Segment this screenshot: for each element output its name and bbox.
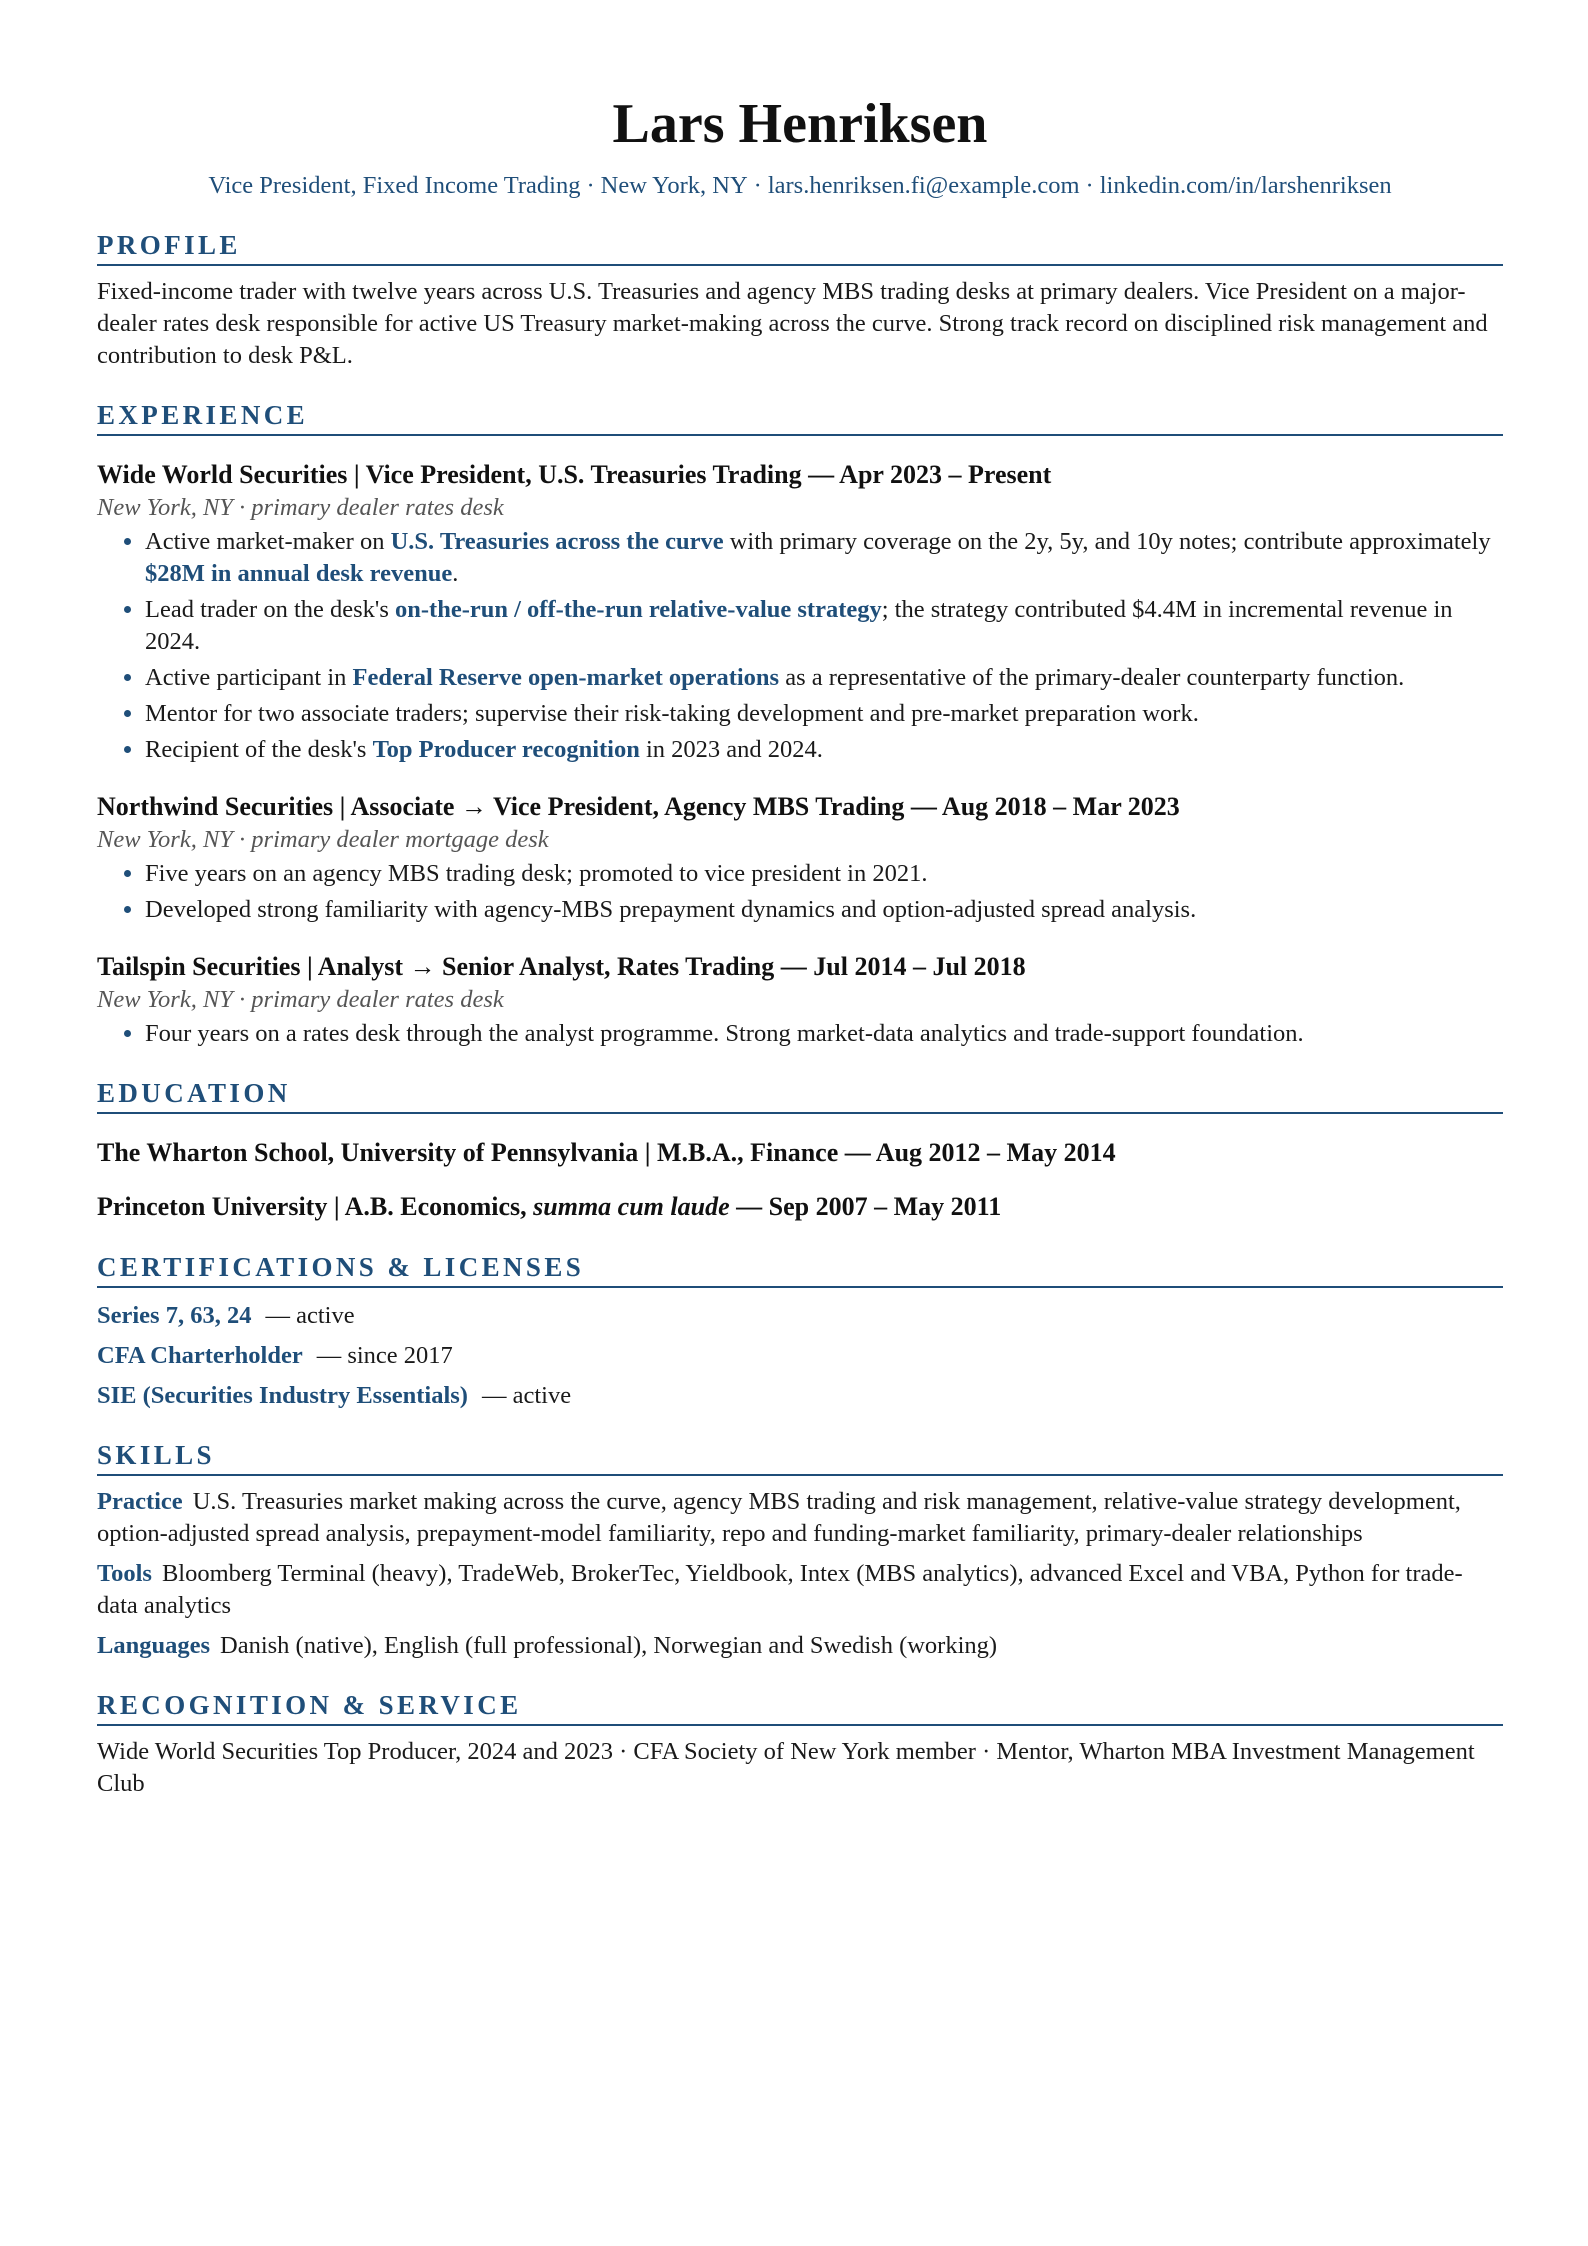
bullet-item (145, 662, 1503, 694)
candidate-name: Lars Henriksen (612, 93, 988, 155)
job-bullets (97, 858, 1503, 926)
contact-location: New York, NY (600, 172, 748, 199)
bullet-item (145, 698, 1503, 730)
job-bullets (97, 1018, 1503, 1050)
recognition-text: Wide World Securities Top Producer, 2024 and 2023 · CFA Society of New York member · Mentor, Wharton MBA Investment Management Club (97, 1738, 1475, 1797)
certification-name: SIE (Securities Industry Essentials) (97, 1382, 468, 1409)
education-list (97, 1136, 1503, 1224)
profile-heading: PROFILE (97, 228, 1503, 266)
certification-list (97, 1300, 1503, 1412)
bullet-text: Lead trader on the desk's (145, 596, 396, 623)
contact-separator: · (586, 172, 595, 199)
bullet-text: Recipient of the desk's (145, 736, 373, 763)
skills-heading: SKILLS (97, 1438, 1503, 1476)
skill-category: Practice (97, 1488, 183, 1515)
bullet-highlight: $28M in annual desk revenue (145, 560, 453, 587)
contact-linkedin[interactable]: linkedin.com/in/larshenriksen (1099, 172, 1392, 199)
certifications-section (97, 1250, 1503, 1412)
bullet-item (145, 594, 1503, 658)
job-location: New York, NY · primary dealer rates desk (97, 986, 504, 1013)
job-bullets (97, 526, 1503, 766)
bullet-text: Five years on an agency MBS trading desk; promoted to vice president in 2021. (145, 860, 928, 887)
certification-status: — since 2017 (316, 1342, 453, 1369)
bullet-highlight: Federal Reserve open-market operations (352, 664, 780, 691)
skill-row (97, 1630, 1503, 1662)
contact-line (97, 170, 1503, 202)
bullet-text: Mentor for two associate traders; supervise their risk-taking development and pre-market preparation work. (145, 700, 1199, 727)
bullet-highlight: Top Producer recognition (372, 736, 640, 763)
bullet-highlight: on-the-run / off-the-run relative-value strategy (395, 596, 882, 623)
education-honors: summa cum laude (533, 1192, 730, 1221)
bullet-text: Developed strong familiarity with agency-MBS prepayment dynamics and option-adjusted spread analysis. (145, 896, 1197, 923)
certification-status: — active (265, 1302, 355, 1329)
job-list (97, 458, 1503, 1050)
certification-status: — active (481, 1382, 572, 1409)
job-location: New York, NY · primary dealer rates desk (97, 494, 504, 521)
job-entry (97, 790, 1503, 926)
certifications-heading: CERTIFICATIONS & LICENSES (97, 1250, 1503, 1288)
profile-text: Fixed-income trader with twelve years across U.S. Treasuries and agency MBS trading desks at primary dealers. Vice President on a major-dealer rates desk responsible for active US Treasury market-making across the curve. Strong track record on disciplined risk management and contribution to desk P&L. (97, 278, 1488, 369)
experience-heading: EXPERIENCE (97, 398, 1503, 436)
education-entry (97, 1136, 1503, 1170)
contact-separator: · (1085, 172, 1094, 199)
bullet-text: in 2023 and 2024. (639, 736, 823, 763)
bullet-item (145, 894, 1503, 926)
skill-list: Danish (native), English (full professional), Norwegian and Swedish (working) (220, 1632, 998, 1659)
profile-section (97, 228, 1503, 372)
job-entry (97, 458, 1503, 766)
contact-title: Vice President, Fixed Income Trading (208, 172, 581, 199)
experience-section (97, 398, 1503, 1050)
bullet-text: ; the strategy contributed $4.4M in incremental revenue in 2024. (145, 596, 1453, 655)
bullet-text: as a representative of the primary-dealer counterparty function. (779, 664, 1405, 691)
job-title: Wide World Securities | Vice President, U.S. Treasuries Trading — Apr 2023 – Present (97, 460, 1052, 489)
certification-name: CFA Charterholder (97, 1342, 303, 1369)
job-entry (97, 950, 1503, 1050)
recognition-section (97, 1688, 1503, 1800)
education-heading: EDUCATION (97, 1076, 1503, 1114)
bullet-item (145, 734, 1503, 766)
bullet-text: . (452, 560, 459, 587)
certification-entry (97, 1300, 1503, 1332)
certification-entry (97, 1380, 1503, 1412)
skills-section (97, 1438, 1503, 1662)
skill-category: Tools (97, 1560, 152, 1587)
job-location: New York, NY · primary dealer mortgage desk (97, 826, 549, 853)
education-section (97, 1076, 1503, 1224)
education-entry (97, 1190, 1503, 1224)
skill-row (97, 1486, 1503, 1550)
skill-list: U.S. Treasuries market making across the curve, agency MBS trading and risk management, relative-value strategy development, option-adjusted spread analysis, prepayment-model familiarity, repo and funding-market familiarity, primary-dealer relationships (97, 1488, 1461, 1547)
bullet-item (145, 1018, 1503, 1050)
contact-separator: · (753, 172, 762, 199)
education-text: The Wharton School, University of Pennsylvania | M.B.A., Finance — Aug 2012 – May 2014 (97, 1138, 1116, 1167)
bullet-item (145, 526, 1503, 590)
bullet-highlight: U.S. Treasuries across the curve (390, 528, 724, 555)
bullet-text: with primary coverage on the 2y, 5y, and 10y notes; contribute approximately (723, 528, 1491, 555)
recognition-heading: RECOGNITION & SERVICE (97, 1688, 1503, 1726)
education-text: Princeton University | A.B. Economics, (97, 1192, 534, 1221)
bullet-text: Active market-maker on (145, 528, 391, 555)
skill-list: Bloomberg Terminal (heavy), TradeWeb, BrokerTec, Yieldbook, Intex (MBS analytics), advanced Excel and VBA, Python for trade-data analytics (97, 1560, 1463, 1619)
bullet-text: Active participant in (145, 664, 353, 691)
skill-row (97, 1558, 1503, 1622)
bullet-item (145, 858, 1503, 890)
skills-list (97, 1486, 1503, 1662)
job-title: Tailspin Securities | Analyst → Senior Analyst, Rates Trading — Jul 2014 – Jul 2018 (97, 952, 1026, 981)
certification-name: Series 7, 63, 24 (97, 1302, 252, 1329)
job-title: Northwind Securities | Associate → Vice President, Agency MBS Trading — Aug 2018 – Mar 2023 (97, 792, 1180, 821)
contact-email[interactable]: lars.henriksen.fi@example.com (767, 172, 1080, 199)
bullet-text: Four years on a rates desk through the analyst programme. Strong market-data analytics and trade-support foundation. (145, 1020, 1304, 1047)
education-dates: — Sep 2007 – May 2011 (729, 1192, 1002, 1221)
skill-category: Languages (97, 1632, 211, 1659)
certification-entry (97, 1340, 1503, 1372)
